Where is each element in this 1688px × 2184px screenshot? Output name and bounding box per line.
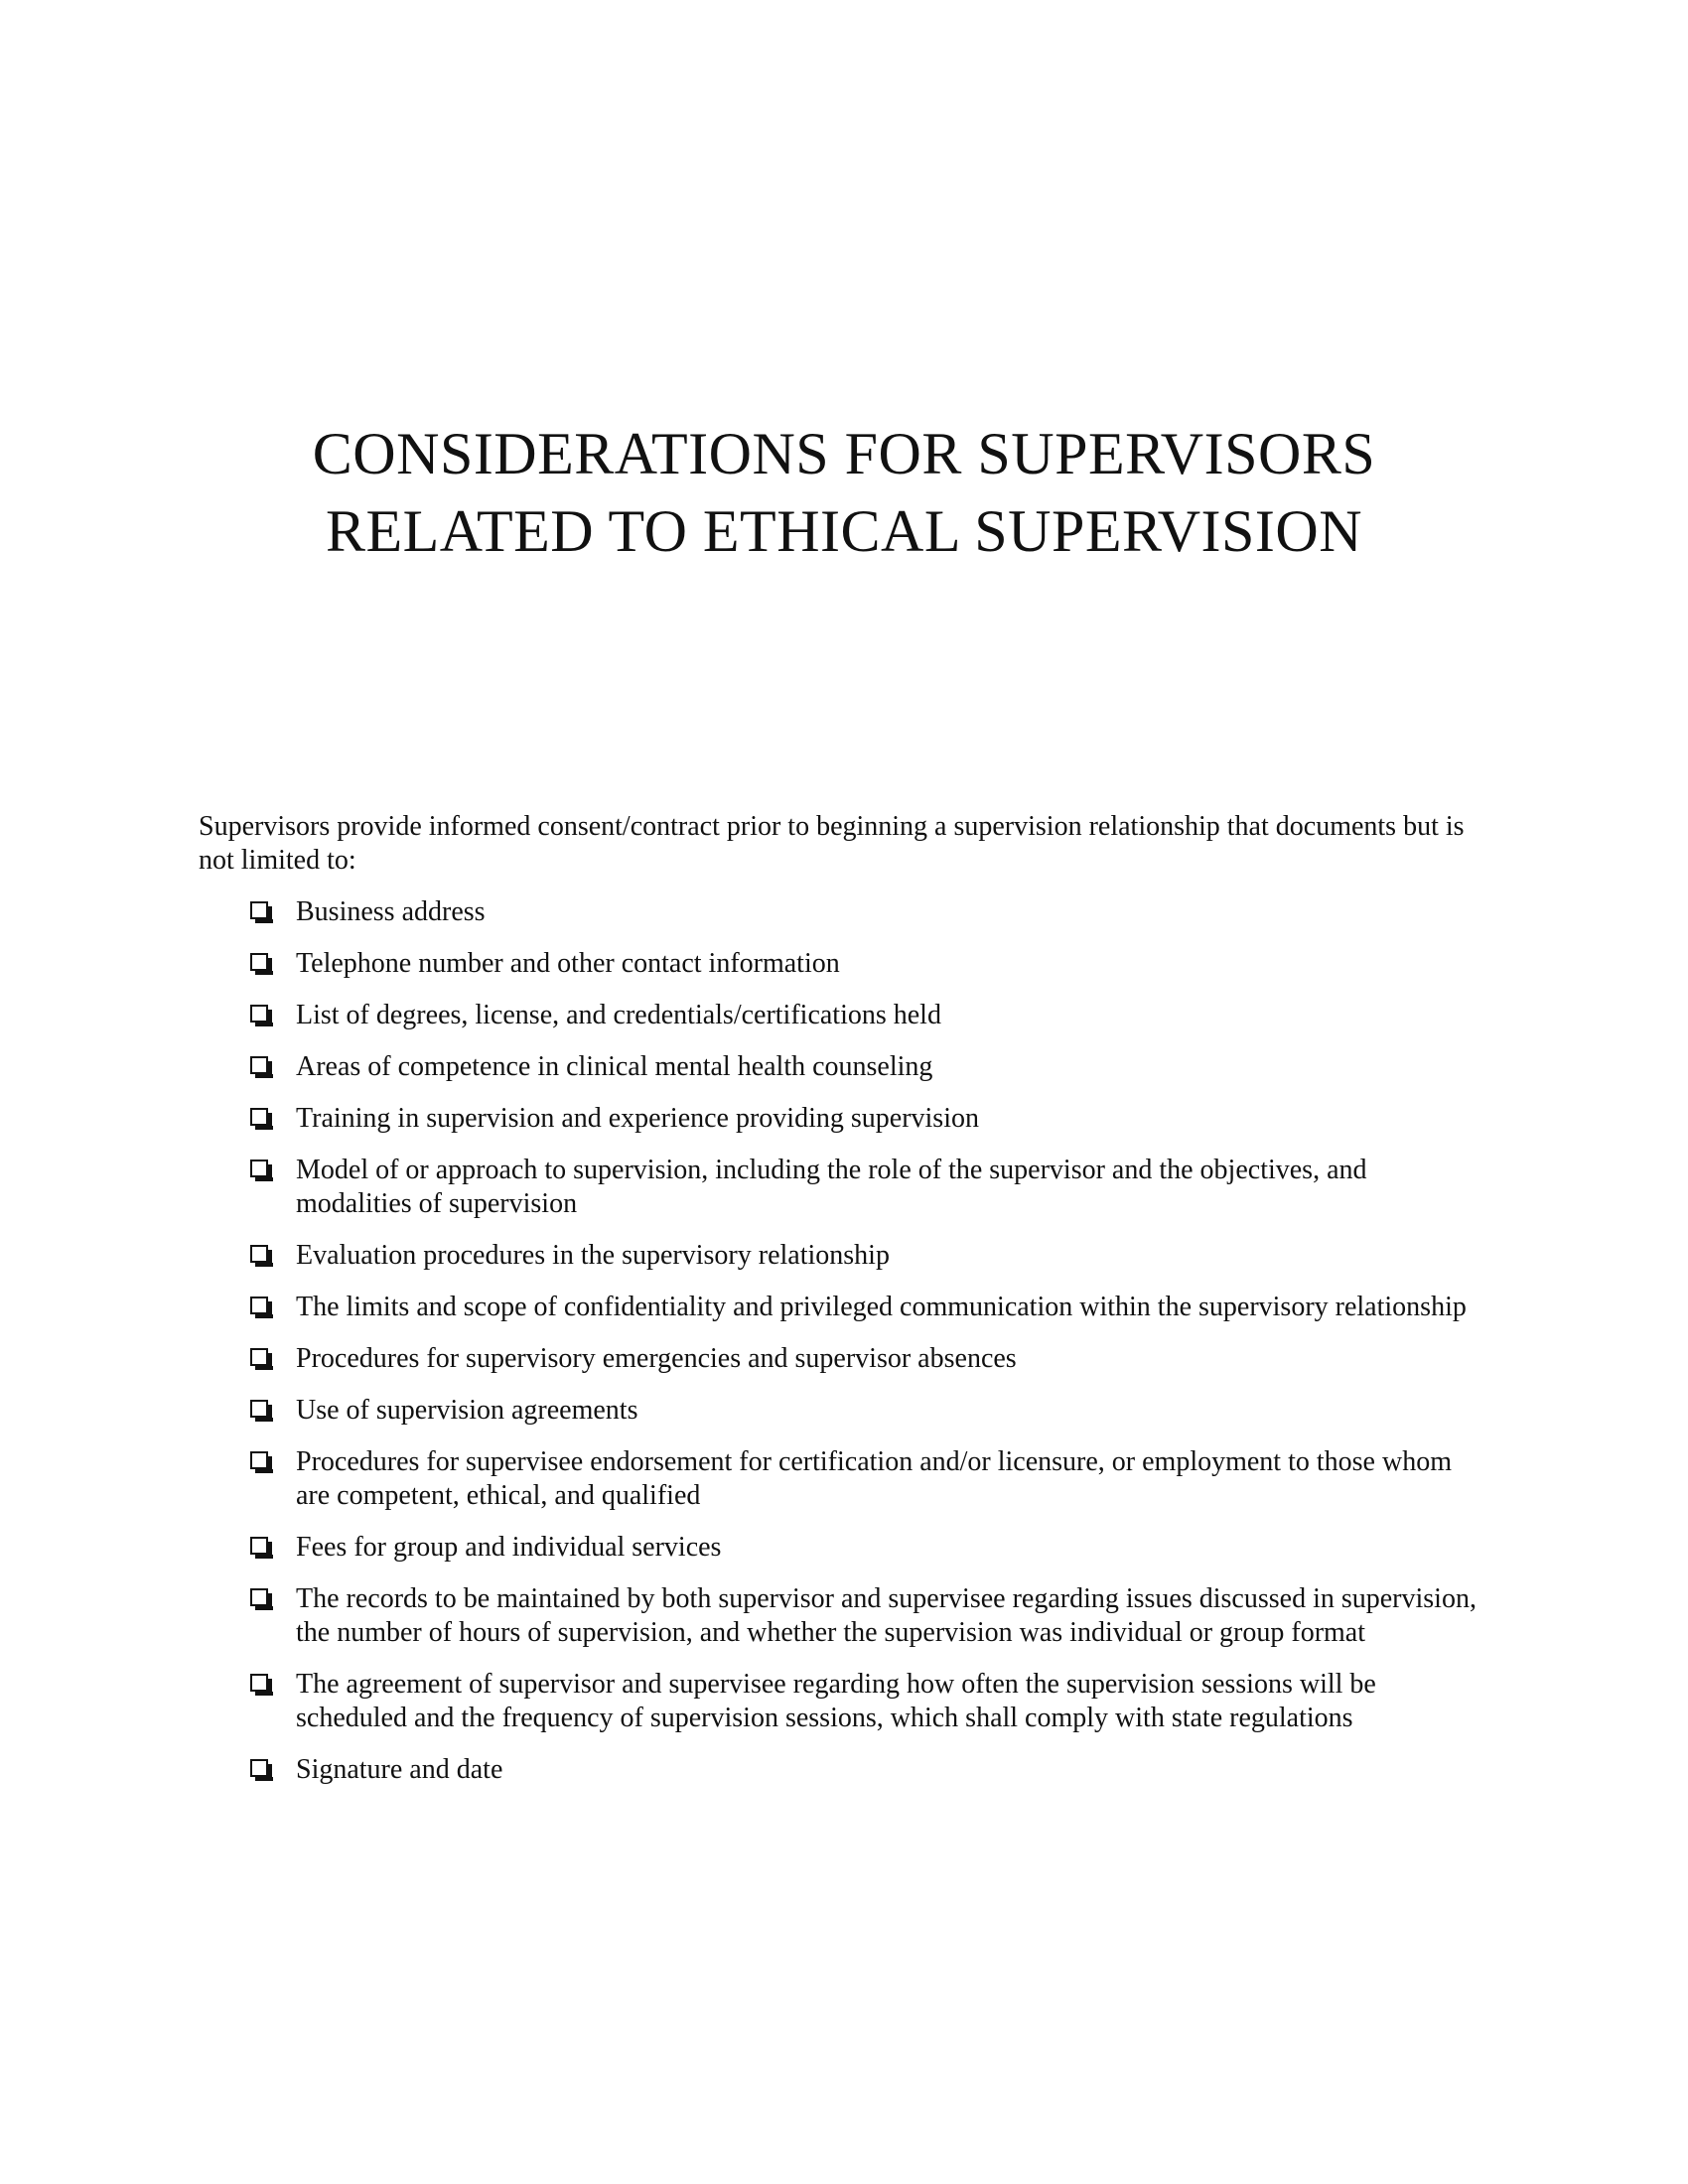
- page-title-line-2: RELATED TO ETHICAL SUPERVISION: [325, 498, 1363, 564]
- checklist-item-label: Areas of competence in clinical mental health counseling: [296, 1051, 933, 1082]
- checklist-item-label: The records to be maintained by both supervisor and supervisee regarding issues discussed in supervision, the number of hours of supervision, and whether the supervision was individual or group format: [296, 1583, 1477, 1648]
- checkbox-icon: [250, 1108, 268, 1126]
- checklist-item-label: The agreement of supervisor and supervisee regarding how often the supervision sessions will be scheduled and the frequency of supervision sessions, which shall comply with state regulations: [296, 1669, 1376, 1733]
- checklist-item: [199, 1050, 1489, 1084]
- checkbox-icon: [250, 1348, 268, 1366]
- checklist-item: [199, 999, 1489, 1032]
- checkbox-icon: [250, 1400, 268, 1418]
- checklist-item: [199, 1239, 1489, 1273]
- checkbox-icon: [250, 1245, 268, 1263]
- checklist-item: [199, 947, 1489, 981]
- page-title-line-1: CONSIDERATIONS FOR SUPERVISORS: [312, 421, 1376, 486]
- checklist-item: [199, 1394, 1489, 1428]
- checklist-item-label: Signature and date: [296, 1754, 503, 1785]
- checklist-item-label: Evaluation procedures in the supervisory relationship: [296, 1240, 890, 1271]
- checklist-item: [199, 1154, 1489, 1221]
- checklist-item-label: Business address: [296, 896, 486, 927]
- checklist-item-label: Fees for group and individual services: [296, 1532, 722, 1563]
- checklist-item: [199, 1342, 1489, 1376]
- checklist-item-label: Procedures for supervisory emergencies and supervisor absences: [296, 1343, 1017, 1374]
- checklist-item: [199, 1753, 1489, 1787]
- checklist-item-label: List of degrees, license, and credentials/certifications held: [296, 1000, 941, 1030]
- document-body: [199, 810, 1489, 1805]
- checkbox-icon: [250, 1056, 268, 1074]
- checkbox-icon: [250, 1005, 268, 1023]
- page-title: [0, 415, 1688, 570]
- checkbox-icon: [250, 953, 268, 971]
- checkbox-icon: [250, 1537, 268, 1555]
- checkbox-icon: [250, 1674, 268, 1692]
- checklist-item-label: Telephone number and other contact information: [296, 948, 840, 979]
- checkbox-icon: [250, 901, 268, 919]
- checklist-item: [199, 1102, 1489, 1136]
- checklist-item: [199, 1291, 1489, 1324]
- checkbox-icon: [250, 1759, 268, 1777]
- checklist-item: [199, 1668, 1489, 1735]
- checklist-item-label: Procedures for supervisee endorsement for certification and/or licensure, or employment to those whom are competent, ethical, and qualified: [296, 1446, 1452, 1511]
- checklist-item-label: Model of or approach to supervision, including the role of the supervisor and the objectives, and modalities of supervision: [296, 1155, 1367, 1219]
- checklist-item-label: Training in supervision and experience providing supervision: [296, 1103, 979, 1134]
- intro-paragraph: Supervisors provide informed consent/contract prior to beginning a supervision relationship that documents but is not limited to:: [199, 811, 1465, 876]
- checklist-item-label: The limits and scope of confidentiality and privileged communication within the supervisory relationship: [296, 1292, 1467, 1322]
- checkbox-icon: [250, 1160, 268, 1177]
- checklist-item: [199, 1445, 1489, 1513]
- checkbox-icon: [250, 1588, 268, 1606]
- checklist-item: [199, 1582, 1489, 1650]
- checkbox-icon: [250, 1451, 268, 1469]
- checklist-item: [199, 1531, 1489, 1565]
- checklist: [199, 895, 1489, 1787]
- checkbox-icon: [250, 1297, 268, 1314]
- checklist-item: [199, 895, 1489, 929]
- checklist-item-label: Use of supervision agreements: [296, 1395, 638, 1426]
